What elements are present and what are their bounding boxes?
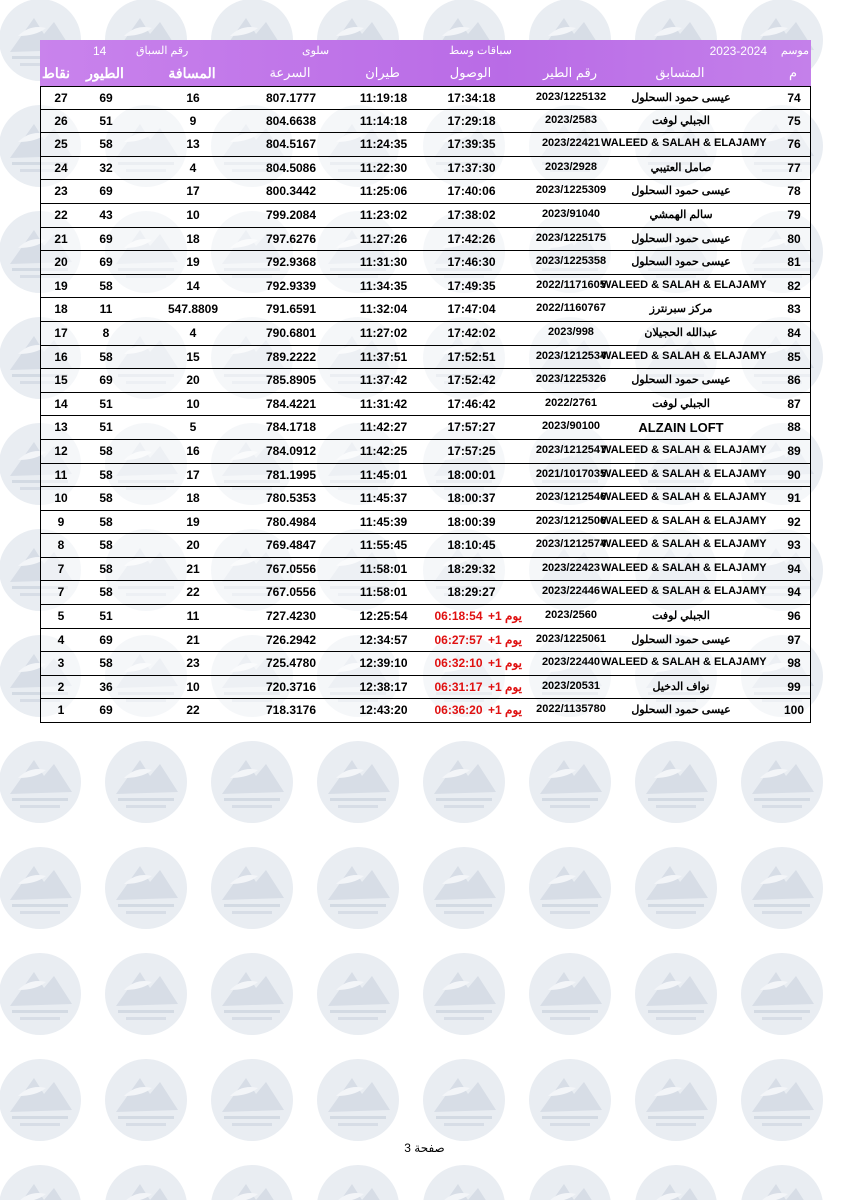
speed-cell: 781.1995 (265, 467, 317, 482)
ring-number-cell: 2023/1212534 (535, 349, 607, 362)
distance-cell: 17 (186, 467, 200, 482)
owner-cell: الجبلي لوفت (652, 397, 710, 410)
arrival-time-cell: 18:29:27 (447, 585, 496, 600)
race-location: سلوى (302, 45, 330, 57)
birds-cell: 32 (99, 160, 113, 175)
birds-cell: 51 (99, 396, 113, 411)
col-owner: المتسابق (655, 65, 705, 80)
points-cell: 20 (54, 255, 68, 270)
points-cell: 25 (54, 137, 68, 152)
owner-cell: WALEED & SALAH & ELAJAMY (601, 561, 767, 574)
col-points: نقاط (41, 65, 71, 81)
distance-cell: 4 (189, 325, 197, 340)
col-distance: المسافة (168, 65, 216, 81)
table-row (40, 487, 811, 511)
speed-cell: 784.0912 (265, 443, 317, 458)
speed-cell: 804.5167 (265, 137, 317, 152)
owner-cell: WALEED & SALAH & ELAJAMY (601, 443, 767, 456)
speed-cell: 767.0556 (265, 585, 317, 600)
flight-time-cell: 11:58:01 (359, 561, 408, 576)
points-cell: 3 (57, 656, 65, 671)
flight-time-cell: 12:38:17 (359, 679, 408, 694)
arrival-time-cell: 17:39:35 (447, 137, 496, 152)
rank-cell: 91 (787, 491, 801, 506)
points-cell: 17 (54, 325, 68, 340)
points-cell: 8 (57, 538, 65, 553)
distance-cell: 9 (189, 113, 197, 128)
rank-cell: 79 (787, 207, 801, 222)
ring-number-cell: 2023/998 (548, 325, 594, 338)
points-cell: 5 (57, 609, 65, 624)
flight-time-cell: 11:42:25 (359, 443, 408, 458)
flight-time-cell: 11:45:39 (359, 514, 408, 529)
distance-cell: 14 (186, 278, 200, 293)
distance-cell: 547.8809 (167, 302, 219, 317)
distance-cell: 19 (186, 514, 200, 529)
ring-number-cell: 2023/1212546 (535, 491, 607, 504)
distance-cell: 10 (186, 396, 200, 411)
next-day-badge: +1 يوم (488, 632, 522, 647)
distance-cell: 21 (186, 632, 200, 647)
distance-cell: 10 (186, 207, 200, 222)
speed-cell: 784.4221 (265, 396, 317, 411)
birds-cell: 58 (99, 467, 113, 482)
birds-cell: 51 (99, 609, 113, 624)
table-row (40, 133, 811, 157)
points-cell: 21 (54, 231, 68, 246)
table-row (40, 699, 811, 723)
table-row (40, 464, 811, 488)
ring-number-cell: 2023/1225309 (535, 184, 607, 197)
flight-time-cell: 12:34:57 (359, 632, 408, 647)
arrival-time-cell: 17:46:42 (447, 396, 496, 411)
page-number: صفحة 3 (404, 1141, 445, 1155)
flight-time-cell: 12:43:20 (359, 703, 408, 718)
rank-cell: 93 (787, 538, 801, 553)
distance-cell: 5 (189, 420, 197, 435)
flight-time-cell: 11:58:01 (359, 585, 408, 600)
ring-number-cell: 2021/1017035 (535, 467, 607, 480)
speed-cell: 789.2222 (265, 349, 317, 364)
distance-cell: 10 (186, 679, 200, 694)
arrival-time-cell: 17:38:02 (447, 207, 496, 222)
arrival-time-cell: 17:42:26 (447, 231, 496, 246)
next-day-badge: +1 يوم (488, 679, 522, 694)
rank-cell: 96 (787, 609, 801, 624)
points-cell: 18 (54, 302, 68, 317)
rank-cell: 81 (787, 255, 801, 270)
rank-cell: 89 (787, 443, 801, 458)
rank-cell: 100 (783, 703, 805, 718)
birds-cell: 69 (99, 231, 113, 246)
arrival-time-cell: 18:29:32 (447, 561, 496, 576)
col-arrival: الوصول (449, 65, 492, 80)
ring-number-cell: 2023/22421 (541, 137, 601, 150)
arrival-time-cell: 17:57:27 (447, 420, 496, 435)
flight-time-cell: 11:22:30 (359, 160, 408, 175)
speed-cell: 800.3442 (265, 184, 317, 199)
arrival-time-cell: 06:27:57 (434, 632, 483, 647)
points-cell: 2 (57, 679, 65, 694)
speed-cell: 780.5353 (265, 491, 317, 506)
arrival-time-cell: 17:29:18 (447, 113, 496, 128)
birds-cell: 69 (99, 91, 113, 105)
rank-cell: 77 (787, 160, 801, 175)
owner-cell: عيسى حمود السحلول (631, 704, 731, 717)
distance-cell: 22 (186, 585, 200, 600)
speed-cell: 784.1718 (265, 420, 317, 435)
arrival-time-cell: 17:46:30 (447, 255, 496, 270)
table-row (40, 676, 811, 700)
ring-number-cell: 2023/1225326 (535, 373, 607, 386)
arrival-time-cell: 17:37:30 (447, 160, 496, 175)
arrival-time-cell: 17:52:51 (447, 349, 496, 364)
birds-cell: 11 (99, 302, 113, 317)
flight-time-cell: 11:34:35 (359, 278, 408, 293)
ring-number-cell: 2023/20531 (541, 679, 601, 692)
arrival-time-cell: 18:00:01 (447, 467, 496, 482)
ring-number-cell: 2023/1225132 (535, 91, 607, 103)
next-day-badge: +1 يوم (488, 703, 522, 718)
points-cell: 13 (54, 420, 68, 435)
birds-cell: 69 (99, 373, 113, 388)
table-row (40, 629, 811, 653)
points-cell: 1 (57, 703, 65, 718)
owner-cell: عبدالله الحجيلان (644, 326, 718, 339)
distance-cell: 18 (186, 491, 200, 506)
arrival-time-cell: 18:10:45 (447, 538, 496, 553)
ring-number-cell: 2023/1212574 (535, 538, 607, 551)
col-num: م (788, 65, 798, 80)
table-row (40, 86, 811, 110)
rank-cell: 97 (787, 632, 801, 647)
table-row (40, 605, 811, 629)
points-cell: 26 (54, 113, 68, 128)
ring-number-cell: 2023/2583 (545, 113, 597, 126)
birds-cell: 69 (99, 184, 113, 199)
rank-cell: 74 (787, 91, 801, 105)
table-row (40, 511, 811, 535)
owner-cell: عيسى حمود السحلول (631, 92, 731, 104)
birds-cell: 69 (99, 255, 113, 270)
birds-cell: 58 (99, 137, 113, 152)
owner-cell: WALEED & SALAH & ELAJAMY (601, 278, 767, 291)
arrival-time-cell: 17:34:18 (447, 91, 496, 105)
ring-number-cell: 2022/1160767 (536, 302, 606, 315)
speed-cell: 804.6638 (265, 113, 317, 128)
distance-cell: 16 (186, 91, 200, 105)
distance-cell: 11 (186, 609, 200, 624)
owner-cell: عيسى حمود السحلول (631, 374, 731, 387)
owner-cell: WALEED & SALAH & ELAJAMY (601, 467, 767, 480)
birds-cell: 51 (99, 420, 113, 435)
distance-cell: 19 (186, 255, 200, 270)
arrival-time-cell: 17:57:25 (447, 443, 496, 458)
speed-cell: 769.4847 (265, 538, 317, 553)
speed-cell: 780.4984 (265, 514, 317, 529)
arrival-time-cell: 06:36:20 (434, 703, 483, 718)
rank-cell: 76 (787, 137, 801, 152)
speed-cell: 792.9368 (265, 255, 317, 270)
speed-cell: 718.3176 (265, 703, 317, 718)
flight-time-cell: 12:39:10 (359, 656, 408, 671)
ring-number-cell: 2023/22423 (541, 561, 601, 574)
birds-cell: 58 (99, 538, 113, 553)
table-row (40, 652, 811, 676)
flight-time-cell: 11:37:42 (359, 373, 408, 388)
birds-cell: 69 (99, 703, 113, 718)
speed-cell: 785.8905 (265, 373, 317, 388)
owner-cell: مركز سبرنترز (649, 303, 713, 316)
season-value: 2023-2024 (709, 44, 767, 58)
ring-number-cell: 2023/2928 (545, 160, 597, 173)
rank-cell: 84 (787, 325, 801, 340)
table-row (40, 298, 811, 322)
birds-cell: 36 (99, 679, 113, 694)
owner-cell: WALEED & SALAH & ELAJAMY (601, 514, 767, 527)
owner-cell: WALEED & SALAH & ELAJAMY (601, 656, 767, 669)
owner-cell: عيسى حمود السحلول (631, 633, 731, 646)
birds-cell: 58 (99, 278, 113, 293)
birds-cell: 58 (99, 656, 113, 671)
rank-cell: 87 (787, 396, 801, 411)
ring-number-cell: 2023/1212506 (535, 514, 607, 527)
rank-cell: 88 (787, 420, 801, 435)
owner-cell: الجبلي لوفت (652, 610, 710, 623)
ring-number-cell: 2023/22446 (541, 585, 601, 598)
flight-time-cell: 12:25:54 (359, 609, 408, 624)
flight-time-cell: 11:31:30 (359, 255, 408, 270)
col-flight: طيران (365, 65, 400, 80)
speed-cell: 792.9339 (265, 278, 317, 293)
speed-cell: 725.4780 (265, 656, 317, 671)
ring-number-cell: 2023/90100 (541, 420, 601, 433)
owner-cell: WALEED & SALAH & ELAJAMY (601, 137, 767, 150)
table-row (40, 110, 811, 134)
flight-time-cell: 11:32:04 (359, 302, 408, 317)
next-day-badge: +1 يوم (488, 609, 522, 624)
arrival-time-cell: 18:00:37 (447, 491, 496, 506)
birds-cell: 51 (99, 113, 113, 128)
ring-number-cell: 2022/1171605 (536, 278, 606, 291)
results-table (40, 86, 811, 723)
flight-time-cell: 11:19:18 (359, 91, 408, 105)
flight-time-cell: 11:27:02 (359, 325, 408, 340)
ring-number-cell: 2022/1135780 (536, 703, 606, 716)
rank-cell: 78 (787, 184, 801, 199)
flight-time-cell: 11:14:18 (359, 113, 408, 128)
distance-cell: 18 (186, 231, 200, 246)
ring-number-cell: 2023/1225061 (535, 632, 607, 645)
arrival-time-cell: 17:40:06 (447, 184, 496, 199)
speed-cell: 791.6591 (265, 302, 317, 317)
speed-cell: 726.2942 (265, 632, 317, 647)
distance-cell: 16 (186, 443, 200, 458)
flight-time-cell: 11:23:02 (359, 207, 408, 222)
points-cell: 14 (54, 396, 68, 411)
flight-time-cell: 11:55:45 (359, 538, 408, 553)
arrival-time-cell: 06:32:10 (434, 656, 483, 671)
points-cell: 7 (57, 561, 65, 576)
rank-cell: 83 (787, 302, 801, 317)
points-cell: 12 (54, 443, 68, 458)
distance-cell: 13 (186, 137, 200, 152)
rank-cell: 75 (787, 113, 801, 128)
header-banner (40, 40, 811, 60)
flight-time-cell: 11:45:01 (359, 467, 408, 482)
flight-time-cell: 11:37:51 (359, 349, 408, 364)
col-birds: الطيور (86, 65, 124, 81)
table-row (40, 581, 811, 605)
arrival-time-cell: 17:47:04 (447, 302, 496, 317)
points-cell: 10 (54, 491, 68, 506)
arrival-time-cell: 06:31:17 (434, 679, 483, 694)
speed-cell: 807.1777 (265, 91, 317, 105)
table-row (40, 251, 811, 275)
points-cell: 11 (54, 467, 68, 482)
ring-number-cell: 2023/1225358 (535, 255, 607, 268)
table-row (40, 322, 811, 346)
ring-number-cell: 2022/2761 (545, 396, 597, 409)
distance-cell: 17 (186, 184, 200, 199)
table-row (40, 440, 811, 464)
arrival-time-cell: 17:52:42 (447, 373, 496, 388)
speed-cell: 799.2084 (265, 207, 317, 222)
col-ring: رقم الطير (542, 65, 598, 80)
table-row (40, 204, 811, 228)
speed-cell: 804.5086 (265, 160, 317, 175)
birds-cell: 58 (99, 443, 113, 458)
rank-cell: 86 (787, 373, 801, 388)
distance-cell: 20 (186, 373, 200, 388)
birds-cell: 58 (99, 585, 113, 600)
flight-time-cell: 11:45:37 (359, 491, 408, 506)
points-cell: 16 (54, 349, 68, 364)
distance-cell: 15 (186, 349, 200, 364)
rank-cell: 92 (787, 514, 801, 529)
ring-number-cell: 2023/1225175 (535, 231, 607, 244)
ring-number-cell: 2023/22440 (541, 656, 601, 669)
flight-time-cell: 11:31:42 (359, 396, 408, 411)
race-number-label: رقم السباق (136, 45, 189, 57)
table-row (40, 534, 811, 558)
flight-time-cell: 11:24:35 (359, 137, 408, 152)
rank-cell: 98 (787, 656, 801, 671)
arrival-time-cell: 17:42:02 (447, 325, 496, 340)
table-row (40, 228, 811, 252)
owner-cell: صامل العتيبي (650, 161, 712, 174)
speed-cell: 790.6801 (265, 325, 317, 340)
arrival-time-cell: 18:00:39 (447, 514, 496, 529)
birds-cell: 58 (99, 491, 113, 506)
points-cell: 24 (54, 160, 68, 175)
points-cell: 15 (54, 373, 68, 388)
owner-cell: WALEED & SALAH & ELAJAMY (601, 585, 767, 598)
owner-cell: الجبلي لوفت (652, 114, 710, 127)
flight-time-cell: 11:25:06 (359, 184, 408, 199)
distance-cell: 20 (186, 538, 200, 553)
owner-cell: WALEED & SALAH & ELAJAMY (601, 538, 767, 551)
distance-cell: 4 (189, 160, 197, 175)
points-cell: 19 (54, 278, 68, 293)
owner-cell: عيسى حمود السحلول (631, 185, 731, 198)
points-cell: 22 (54, 207, 68, 222)
results-sheet (40, 40, 811, 723)
rank-cell: 99 (787, 679, 801, 694)
birds-cell: 8 (102, 325, 110, 340)
race-type: سباقات وسط (449, 45, 512, 57)
owner-cell: WALEED & SALAH & ELAJAMY (601, 491, 767, 504)
season-label: موسم (780, 45, 809, 57)
points-cell: 7 (57, 585, 65, 600)
speed-cell: 720.3716 (265, 679, 317, 694)
birds-cell: 58 (99, 349, 113, 364)
birds-cell: 43 (99, 207, 113, 222)
arrival-time-cell: 17:49:35 (447, 278, 496, 293)
table-row (40, 180, 811, 204)
next-day-badge: +1 يوم (488, 656, 522, 671)
owner-cell: عيسى حمود السحلول (631, 256, 731, 269)
rank-cell: 82 (787, 278, 801, 293)
rank-cell: 90 (787, 467, 801, 482)
rank-cell: 94 (787, 561, 801, 576)
table-row (40, 157, 811, 181)
ring-number-cell: 2023/2560 (545, 609, 597, 622)
owner-cell: ALZAIN LOFT (638, 420, 724, 436)
birds-cell: 58 (99, 561, 113, 576)
table-row (40, 416, 811, 440)
birds-cell: 69 (99, 632, 113, 647)
ring-number-cell: 2023/91040 (541, 207, 601, 220)
owner-cell: WALEED & SALAH & ELAJAMY (601, 349, 767, 362)
points-cell: 9 (57, 514, 65, 529)
owner-cell: نواف الدخيل (652, 680, 710, 693)
flight-time-cell: 11:27:26 (359, 231, 408, 246)
distance-cell: 23 (186, 656, 200, 671)
ring-number-cell: 2023/1212547 (535, 443, 607, 456)
points-cell: 4 (57, 632, 65, 647)
speed-cell: 727.4230 (265, 609, 317, 624)
table-row (40, 346, 811, 370)
flight-time-cell: 11:42:27 (359, 420, 408, 435)
table-row (40, 369, 811, 393)
table-row (40, 393, 811, 417)
points-cell: 27 (54, 91, 68, 105)
column-headers (40, 60, 811, 86)
rank-cell: 80 (787, 231, 801, 246)
owner-cell: عيسى حمود السحلول (631, 232, 731, 245)
speed-cell: 767.0556 (265, 561, 317, 576)
points-cell: 23 (54, 184, 68, 199)
table-row (40, 275, 811, 299)
owner-cell: سالم الهمشي (649, 208, 713, 221)
speed-cell: 797.6276 (265, 231, 317, 246)
table-row (40, 558, 811, 582)
race-number: 14 (93, 44, 107, 58)
col-speed: السرعة (269, 65, 311, 80)
birds-cell: 58 (99, 514, 113, 529)
rank-cell: 85 (787, 349, 801, 364)
rank-cell: 94 (787, 585, 801, 600)
distance-cell: 22 (186, 703, 200, 718)
distance-cell: 21 (186, 561, 200, 576)
arrival-time-cell: 06:18:54 (434, 609, 483, 624)
